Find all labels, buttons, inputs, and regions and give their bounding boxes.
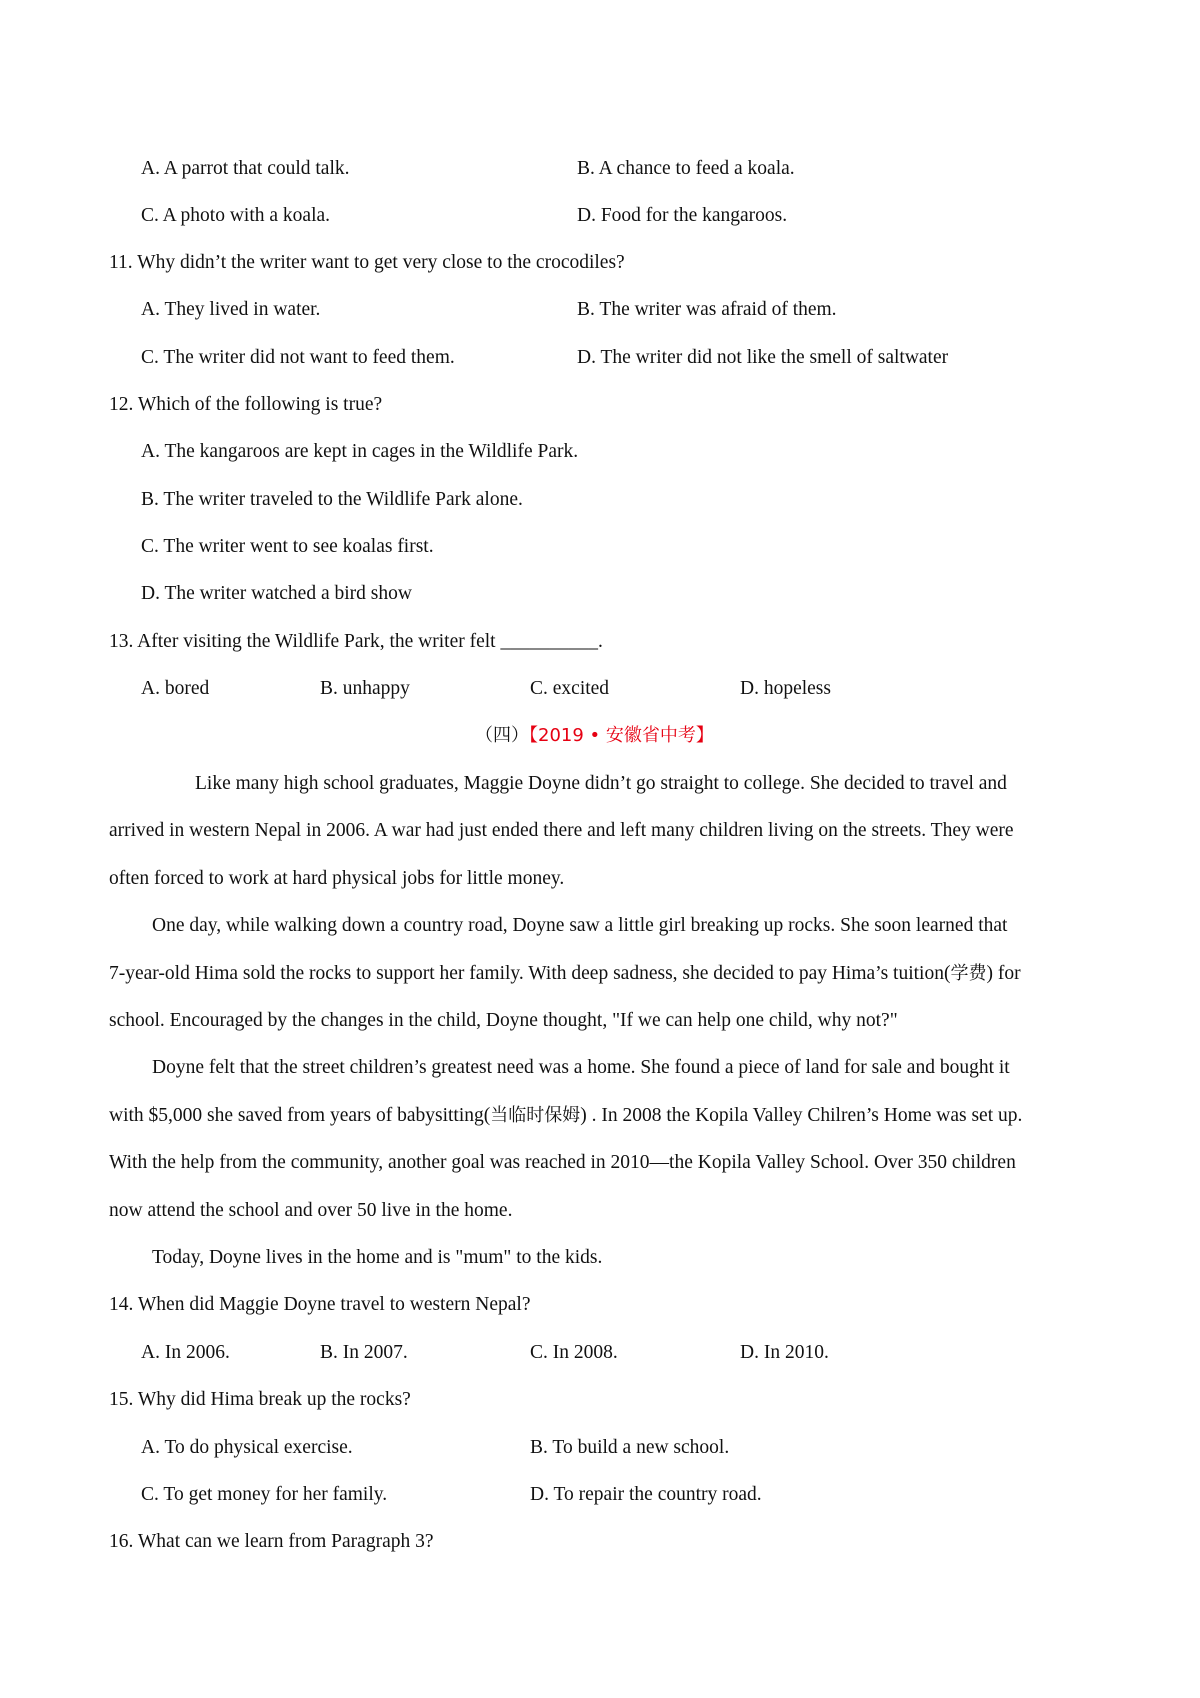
- q10-option-d: D. Food for the kangaroos.: [577, 205, 788, 226]
- q11-option-b: B. The writer was afraid of them.: [577, 299, 837, 320]
- q12-option-a: A. The kangaroos are kept in cages in the Wildlife Park.: [141, 441, 579, 462]
- q10-option-b: B. A chance to feed a koala.: [577, 158, 795, 179]
- q11-option-a: A. They lived in water.: [141, 299, 321, 320]
- q15-option-a: A. To do physical exercise.: [141, 1437, 353, 1458]
- section-source: 【2019 • 安徽省中考】: [529, 725, 714, 746]
- q13-option-b: B. unhappy: [320, 678, 410, 699]
- passage-p2-line1: One day, while walking down a country road, Doyne saw a little girl breaking up rocks. She soon learned that: [152, 915, 1008, 936]
- passage-p3-line4: now attend the school and over 50 live in the home.: [109, 1200, 513, 1221]
- passage-p3-gloss: 当临时保姆: [490, 1105, 581, 1126]
- q15-option-c: C. To get money for her family.: [141, 1484, 388, 1505]
- passage-p3-line1: Doyne felt that the street children’s greatest need was a home. She found a piece of land for sale and bought it: [152, 1057, 1010, 1078]
- passage-p1-line3: often forced to work at hard physical jobs for little money.: [109, 868, 565, 889]
- section-heading: [475, 724, 714, 748]
- section-prefix: （四）: [475, 725, 529, 746]
- q12-question: 12. Which of the following is true?: [109, 394, 383, 415]
- q16-question: 16. What can we learn from Paragraph 3?: [109, 1531, 434, 1552]
- q13-option-c: C. excited: [530, 678, 610, 699]
- q14-question: 14. When did Maggie Doyne travel to western Nepal?: [109, 1294, 531, 1315]
- q12-option-b: B. The writer traveled to the Wildlife Park alone.: [141, 489, 523, 510]
- passage-p2-line2-b: ) for: [986, 963, 1021, 984]
- q11-question: 11. Why didn’t the writer want to get very close to the crocodiles?: [109, 252, 625, 273]
- q13-question: 13. After visiting the Wildlife Park, the writer felt __________.: [109, 631, 603, 652]
- q14-option-b: B. In 2007.: [320, 1342, 408, 1363]
- q15-option-d: D. To repair the country road.: [530, 1484, 762, 1505]
- passage-p3-line2-b: ) . In 2008 the Kopila Valley Chilren’s Home was set up.: [580, 1105, 1023, 1126]
- q14-option-a: A. In 2006.: [141, 1342, 230, 1363]
- q12-option-d: D. The writer watched a bird show: [141, 583, 412, 604]
- q14-option-c: C. In 2008.: [530, 1342, 618, 1363]
- q15-question: 15. Why did Hima break up the rocks?: [109, 1389, 411, 1410]
- passage-p2-gloss: 学费: [950, 963, 987, 984]
- q10-option-c: C. A photo with a koala.: [141, 205, 331, 226]
- q15-option-b: B. To build a new school.: [530, 1437, 730, 1458]
- q13-option-d: D. hopeless: [740, 678, 831, 699]
- passage-p2-line2-a: 7-year-old Hima sold the rocks to support her family. With deep sadness, she decided to pay Hima’s tuition(: [109, 963, 951, 984]
- passage-p4: Today, Doyne lives in the home and is "mum" to the kids.: [152, 1247, 603, 1268]
- q10-option-a: A. A parrot that could talk.: [141, 158, 350, 179]
- passage-p3-line2-a: with $5,000 she saved from years of babysitting(: [109, 1105, 491, 1126]
- passage-p1-line2: arrived in western Nepal in 2006. A war had just ended there and left many children living on the streets. They were: [109, 820, 1014, 841]
- q14-option-d: D. In 2010.: [740, 1342, 829, 1363]
- q13-option-a: A. bored: [141, 678, 210, 699]
- q11-option-d: D. The writer did not like the smell of saltwater: [577, 347, 949, 368]
- q11-option-c: C. The writer did not want to feed them.: [141, 347, 455, 368]
- passage-p2-line3: school. Encouraged by the changes in the child, Doyne thought, "If we can help one child, why not?": [109, 1010, 898, 1031]
- passage-p1-line1: Like many high school graduates, Maggie Doyne didn’t go straight to college. She decided to travel and: [195, 773, 1007, 794]
- q12-option-c: C. The writer went to see koalas first.: [141, 536, 434, 557]
- passage-p3-line2: [109, 1104, 1022, 1128]
- passage-p2-line2: [109, 962, 1021, 986]
- passage-p3-line3: With the help from the community, another goal was reached in 2010—the Kopila Valley School. Over 350 children: [109, 1152, 1016, 1173]
